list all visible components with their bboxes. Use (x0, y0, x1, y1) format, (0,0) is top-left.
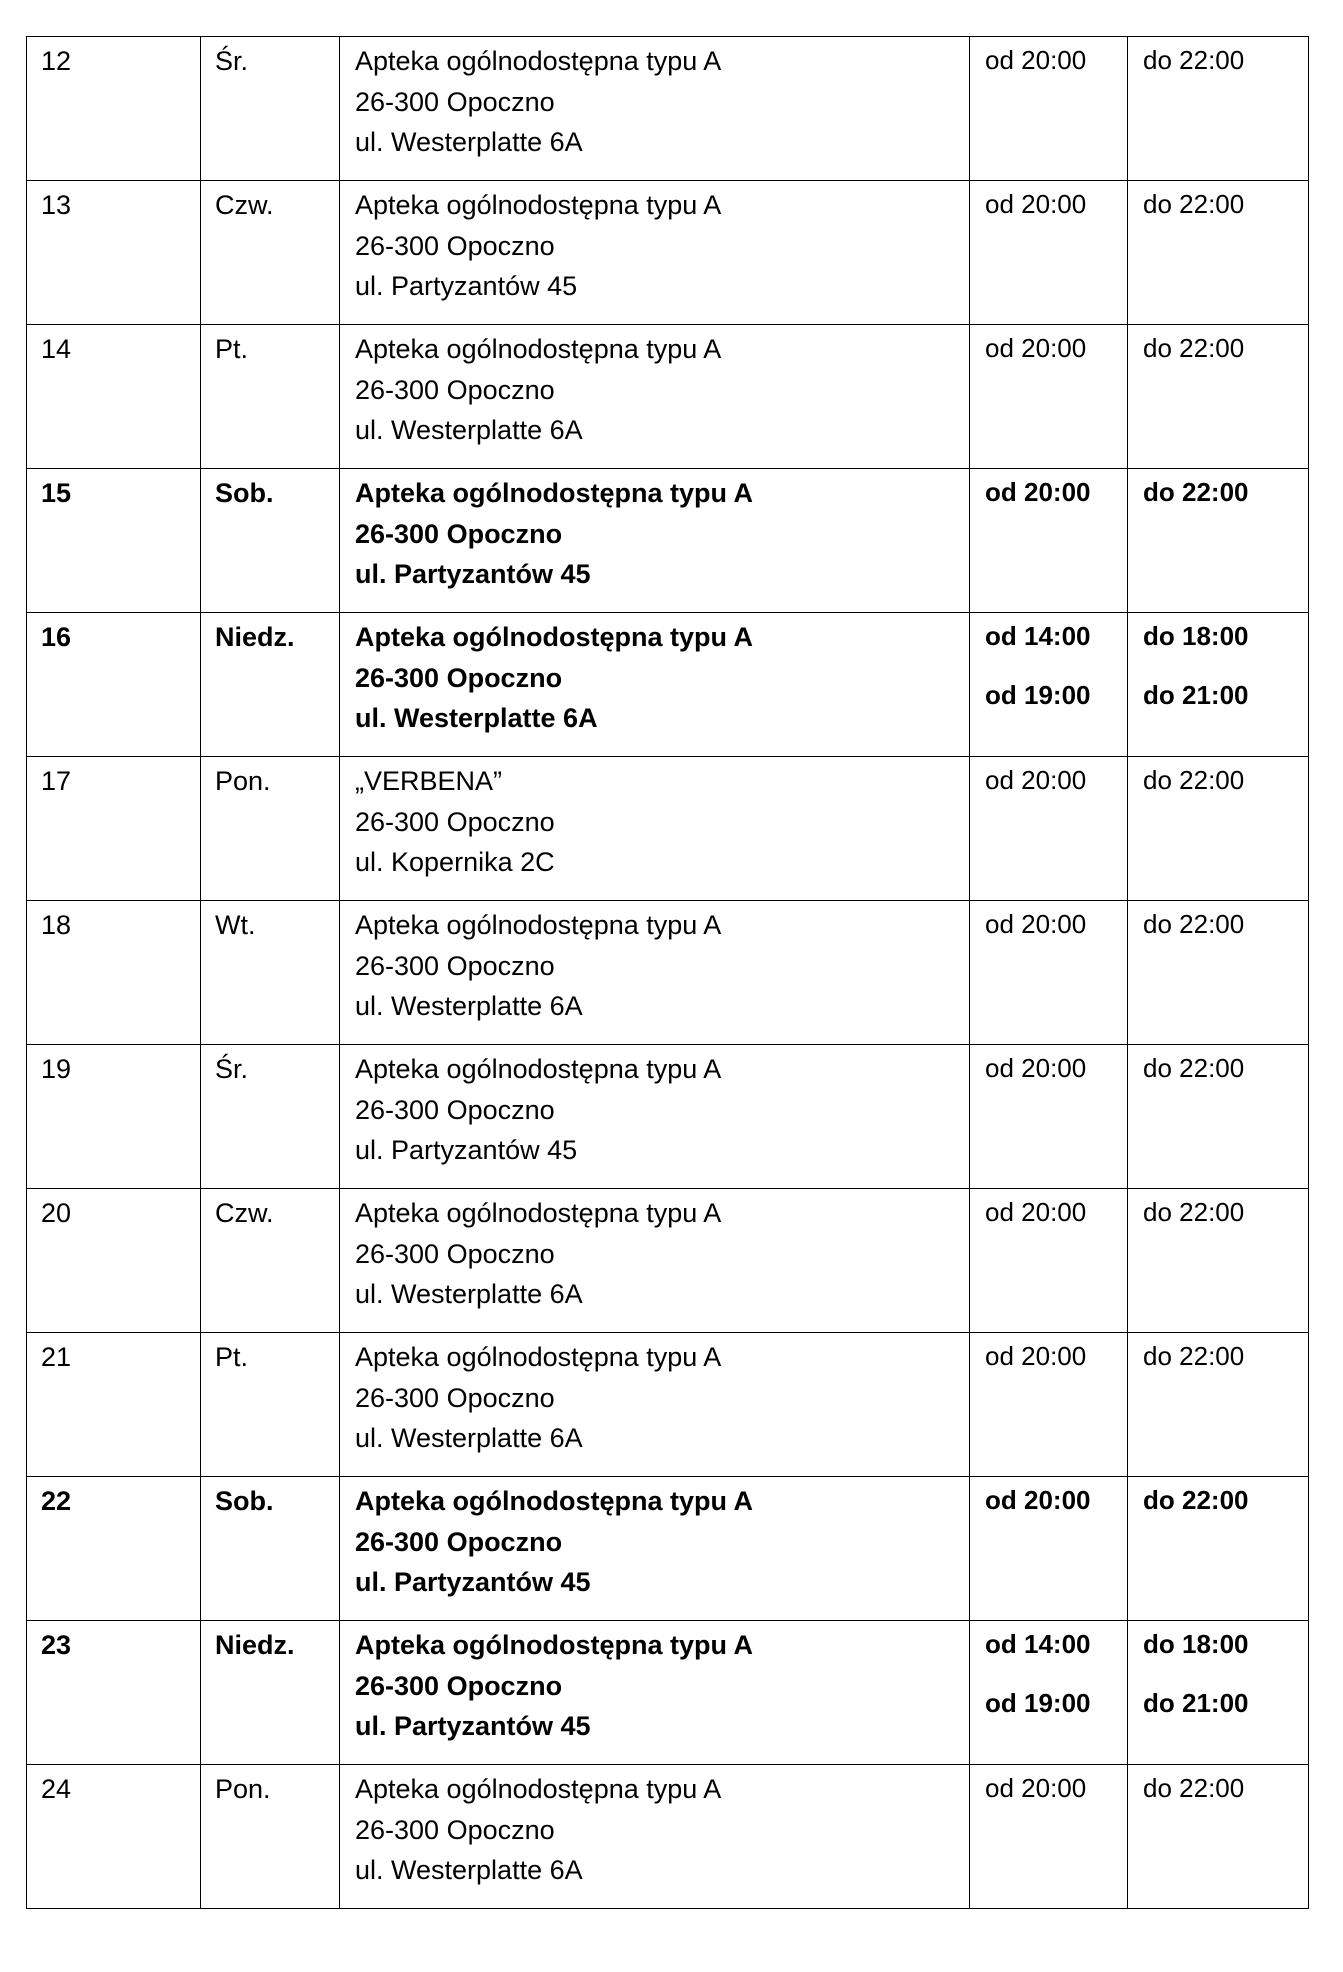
closing-time: do 22:00 (1143, 1341, 1245, 1371)
weekday-cell: Śr. (201, 37, 340, 181)
closing-time-cell (1128, 901, 1309, 1045)
address-line: „VERBENA” (355, 766, 503, 796)
closing-time-cell (1128, 613, 1309, 757)
address-line: 26-300 Opoczno (355, 662, 563, 693)
closing-time-cell (1128, 181, 1309, 325)
closing-time-cell (1128, 1189, 1309, 1333)
pharmacy-address-cell (340, 37, 970, 181)
address-line: ul. Partyzantów 45 (355, 1135, 578, 1165)
closing-time-cell (1128, 757, 1309, 901)
table-row (27, 181, 1309, 325)
address-line: ul. Partyzantów 45 (355, 271, 578, 301)
opening-time-cell (970, 613, 1128, 757)
weekday-cell: Sob. (201, 1477, 340, 1621)
closing-time: do 22:00 (1143, 1197, 1245, 1227)
closing-time-cell (1128, 469, 1309, 613)
address-line: Apteka ogólnodostępna typu A (355, 190, 722, 220)
pharmacy-address-cell (340, 1477, 970, 1621)
address-line: Apteka ogólnodostępna typu A (355, 622, 753, 652)
address-line: Apteka ogólnodostępna typu A (355, 1630, 753, 1660)
day-number-cell: 24 (27, 1765, 201, 1909)
day-number-cell: 22 (27, 1477, 201, 1621)
closing-time: do 22:00 (1143, 333, 1245, 363)
closing-time: do 22:00 (1143, 45, 1245, 75)
opening-time: od 20:00 (985, 477, 1091, 507)
address-line: 26-300 Opoczno (355, 230, 555, 261)
address-line: Apteka ogólnodostępna typu A (355, 334, 722, 364)
day-number-cell: 21 (27, 1333, 201, 1477)
address-line: ul. Partyzantów 45 (355, 1711, 591, 1741)
address-line: 26-300 Opoczno (355, 1382, 555, 1413)
address-line: 26-300 Opoczno (355, 1094, 555, 1125)
opening-time: od 20:00 (985, 909, 1087, 939)
closing-time-cell (1128, 1621, 1309, 1765)
table-row (27, 1621, 1309, 1765)
closing-time: do 22:00 (1143, 765, 1245, 795)
opening-time: od 20:00 (985, 1773, 1087, 1803)
address-line: 26-300 Opoczno (355, 374, 555, 405)
day-number-cell: 19 (27, 1045, 201, 1189)
table-row (27, 469, 1309, 613)
weekday-cell: Pt. (201, 1333, 340, 1477)
day-number-cell: 12 (27, 37, 201, 181)
weekday-cell: Czw. (201, 181, 340, 325)
weekday-cell: Wt. (201, 901, 340, 1045)
table-row (27, 1477, 1309, 1621)
table-row (27, 901, 1309, 1045)
opening-time: od 20:00 (985, 1197, 1087, 1227)
address-line: ul. Westerplatte 6A (355, 991, 583, 1021)
table-body (27, 37, 1309, 1909)
closing-time: do 22:00 (1143, 477, 1249, 507)
table-row (27, 1765, 1309, 1909)
day-number-cell: 18 (27, 901, 201, 1045)
closing-time: do 22:00 (1143, 1053, 1245, 1083)
closing-time: do 18:00 (1143, 1629, 1249, 1659)
pharmacy-address-cell (340, 181, 970, 325)
address-line: Apteka ogólnodostępna typu A (355, 478, 753, 508)
address-line: Apteka ogólnodostępna typu A (355, 1198, 722, 1228)
weekday-cell: Niedz. (201, 613, 340, 757)
address-line: Apteka ogólnodostępna typu A (355, 910, 722, 940)
closing-time: do 21:00 (1143, 1688, 1249, 1718)
address-line: 26-300 Opoczno (355, 806, 555, 837)
pharmacy-address-cell (340, 325, 970, 469)
opening-time-cell (970, 1621, 1128, 1765)
pharmacy-address-cell (340, 1333, 970, 1477)
weekday-cell: Czw. (201, 1189, 340, 1333)
table-row (27, 757, 1309, 901)
opening-time-cell (970, 325, 1128, 469)
closing-time-cell (1128, 1333, 1309, 1477)
opening-time: od 20:00 (985, 189, 1087, 219)
opening-time-cell (970, 469, 1128, 613)
day-number-cell: 20 (27, 1189, 201, 1333)
pharmacy-address-cell (340, 613, 970, 757)
closing-time-cell (1128, 1045, 1309, 1189)
closing-time: do 22:00 (1143, 1773, 1245, 1803)
pharmacy-address-cell (340, 469, 970, 613)
address-line: Apteka ogólnodostępna typu A (355, 1774, 722, 1804)
weekday-cell: Śr. (201, 1045, 340, 1189)
day-number-cell: 23 (27, 1621, 201, 1765)
opening-time: od 20:00 (985, 765, 1087, 795)
opening-time-cell (970, 757, 1128, 901)
pharmacy-address-cell (340, 1621, 970, 1765)
opening-time-cell (970, 1477, 1128, 1621)
address-line: ul. Westerplatte 6A (355, 415, 583, 445)
day-number-cell: 17 (27, 757, 201, 901)
address-line: 26-300 Opoczno (355, 86, 555, 117)
opening-time-cell (970, 181, 1128, 325)
day-number-cell: 15 (27, 469, 201, 613)
address-line: 26-300 Opoczno (355, 950, 555, 981)
address-line: Apteka ogólnodostępna typu A (355, 46, 722, 76)
opening-time-cell (970, 1333, 1128, 1477)
table-row (27, 1045, 1309, 1189)
closing-time: do 18:00 (1143, 621, 1249, 651)
opening-time: od 19:00 (985, 1688, 1091, 1718)
pharmacy-address-cell (340, 901, 970, 1045)
closing-time-cell (1128, 1477, 1309, 1621)
address-line: 26-300 Opoczno (355, 518, 563, 549)
day-number-cell: 13 (27, 181, 201, 325)
opening-time: od 20:00 (985, 1053, 1087, 1083)
pharmacy-duty-table (26, 36, 1309, 1909)
pharmacy-address-cell (340, 1765, 970, 1909)
table-row (27, 1333, 1309, 1477)
address-line: Apteka ogólnodostępna typu A (355, 1342, 722, 1372)
address-line: Apteka ogólnodostępna typu A (355, 1486, 753, 1516)
opening-time-cell (970, 1765, 1128, 1909)
table-row (27, 1189, 1309, 1333)
address-line: 26-300 Opoczno (355, 1814, 555, 1845)
opening-time: od 20:00 (985, 1341, 1087, 1371)
address-line: ul. Westerplatte 6A (355, 1279, 583, 1309)
weekday-cell: Sob. (201, 469, 340, 613)
address-line: ul. Westerplatte 6A (355, 127, 583, 157)
address-line: Apteka ogólnodostępna typu A (355, 1054, 722, 1084)
address-line: 26-300 Opoczno (355, 1670, 563, 1701)
opening-time: od 19:00 (985, 680, 1091, 710)
opening-time: od 20:00 (985, 333, 1087, 363)
opening-time-cell (970, 1045, 1128, 1189)
day-number-cell: 14 (27, 325, 201, 469)
opening-time: od 20:00 (985, 1485, 1091, 1515)
closing-time: do 22:00 (1143, 1485, 1249, 1515)
closing-time-cell (1128, 1765, 1309, 1909)
address-line: ul. Partyzantów 45 (355, 559, 591, 589)
opening-time-cell (970, 37, 1128, 181)
pharmacy-address-cell (340, 1189, 970, 1333)
weekday-cell: Niedz. (201, 1621, 340, 1765)
closing-time: do 22:00 (1143, 189, 1245, 219)
address-line: ul. Westerplatte 6A (355, 1423, 583, 1453)
table-row (27, 325, 1309, 469)
closing-time: do 21:00 (1143, 680, 1249, 710)
closing-time-cell (1128, 37, 1309, 181)
table-row (27, 613, 1309, 757)
opening-time: od 14:00 (985, 1629, 1091, 1659)
table-row (27, 37, 1309, 181)
pharmacy-address-cell (340, 1045, 970, 1189)
weekday-cell: Pon. (201, 757, 340, 901)
closing-time-cell (1128, 325, 1309, 469)
address-line: ul. Westerplatte 6A (355, 1855, 583, 1885)
address-line: 26-300 Opoczno (355, 1238, 555, 1269)
weekday-cell: Pon. (201, 1765, 340, 1909)
day-number-cell: 16 (27, 613, 201, 757)
closing-time: do 22:00 (1143, 909, 1245, 939)
address-line: ul. Westerplatte 6A (355, 703, 598, 733)
opening-time: od 20:00 (985, 45, 1087, 75)
address-line: ul. Partyzantów 45 (355, 1567, 591, 1597)
opening-time: od 14:00 (985, 621, 1091, 651)
weekday-cell: Pt. (201, 325, 340, 469)
opening-time-cell (970, 901, 1128, 1045)
pharmacy-address-cell (340, 757, 970, 901)
address-line: 26-300 Opoczno (355, 1526, 563, 1557)
address-line: ul. Kopernika 2C (355, 847, 555, 877)
opening-time-cell (970, 1189, 1128, 1333)
